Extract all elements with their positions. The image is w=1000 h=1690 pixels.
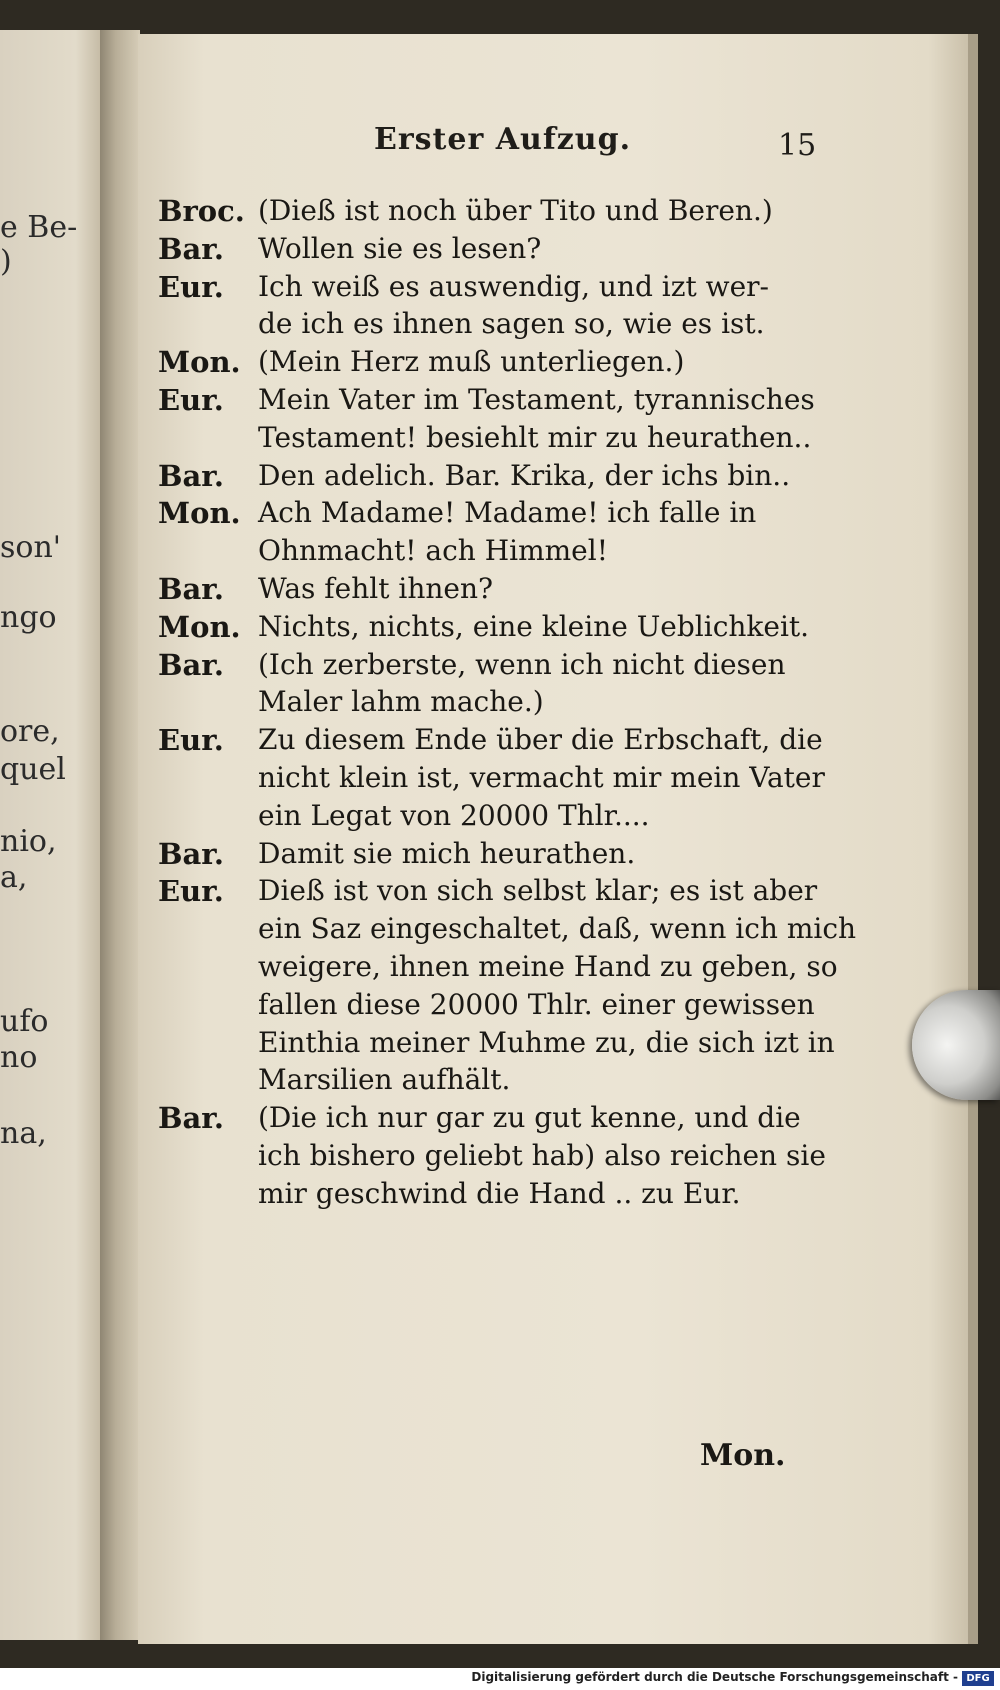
line-text: Ohnmacht! ach Himmel! [258,534,608,568]
speaker-name: Eur. [158,874,224,909]
line-text: Ich weiß es auswendig, und izt wer- [258,269,770,303]
line-text: Den adelich. Bar. Krika, der ichs bin.. [258,458,791,492]
speaker-name: Bar. [158,1101,225,1136]
line-text: Testament! besiehlt mir zu heurathen.. [258,420,812,454]
speaker-name: Bar. [158,836,225,871]
page-header [138,122,970,172]
line-text: weigere, ihnen meine Hand zu geben, so [258,950,838,983]
line-text: Zu diesem Ende über die Erbschaft, die [258,723,823,757]
line-text: Dieß ist von sich selbst klar; es ist aber [258,874,818,908]
line-text: Mein Vater im Testament, tyrannisches [258,383,815,416]
left-page-fragment: quel [0,752,66,787]
left-page-text [0,30,108,1640]
speaker-name: Mon. [158,496,241,531]
line-text: (Die ich nur gar zu gut kenne, und die [258,1101,801,1135]
line-text: Wollen sie es lesen? [258,231,542,265]
left-page-fragment: ngo [0,600,57,635]
line-text: Marsilien aufhält. [258,1063,511,1097]
left-page-fragment: nio, [0,824,57,859]
left-page-fragment: ) [0,244,12,279]
line-text: Nichts, nichts, eine kleine Ueblichkeit. [258,609,810,643]
page-edge [968,34,978,1644]
left-page-fragment: ore, [0,714,60,749]
speaker-name: Bar. [158,458,225,493]
speaker-name: Bar. [158,647,225,682]
speaker-name: Bar. [158,231,225,266]
running-head: Erster Aufzug. [374,122,632,157]
left-page-fragment: no [0,1040,38,1075]
left-page-fragment: ufo [0,1004,49,1039]
speaker-name: Eur. [158,723,224,758]
line-text: (Mein Herz muß unterliegen.) [258,345,685,379]
dfg-logo: DFG [962,1671,994,1686]
left-page-fragment: son' [0,530,62,565]
speaker-name: Broc. [158,194,245,228]
line-text: ein Legat von 20000 Thlr.... [258,798,650,832]
line-text: Einthia meiner Muhme zu, die sich izt in [258,1025,835,1059]
line-text: mir geschwind die Hand .. zu Eur. [258,1176,741,1210]
line-text: nicht klein ist, vermacht mir mein Vater [258,761,825,794]
line-text: (Dieß ist noch über Tito und Beren.) [258,194,773,227]
speaker-name: Mon. [158,345,241,380]
right-page [138,34,970,1644]
line-text: Was fehlt ihnen? [258,572,494,605]
left-page [0,30,108,1640]
line-text: Maler lahm mache.) [258,685,544,719]
line-text: fallen diese 20000 Thlr. einer gewissen [258,987,815,1021]
line-text: de ich es ihnen sagen so, wie es ist. [258,307,765,341]
left-page-fragment: na, [0,1116,47,1151]
page-number: 15 [778,128,817,163]
speaker-name: Bar. [158,572,225,606]
line-text: ein Saz eingeschaltet, daß, wenn ich mich [258,912,857,946]
line-text: Damit sie mich heurathen. [258,836,636,870]
funding-credit: Digitalisierung gefördert durch die Deutsche Forschungsgemeinschaft - [471,1670,958,1684]
line-text: (Ich zerberste, wenn ich nicht diesen [258,647,786,681]
line-text: ich bishero geliebt hab) also reichen sie [258,1139,826,1172]
speaker-name: Eur. [158,383,224,417]
footer-bar [0,1668,1000,1690]
left-page-fragment: a, [0,860,28,895]
book-gutter [100,30,140,1640]
left-page-fragment: e Be- [0,210,78,245]
speaker-name: Eur. [158,269,224,304]
line-text: Ach Madame! Madame! ich falle in [258,496,757,530]
catchword: Mon. [700,1438,786,1473]
speaker-name: Mon. [158,609,241,644]
